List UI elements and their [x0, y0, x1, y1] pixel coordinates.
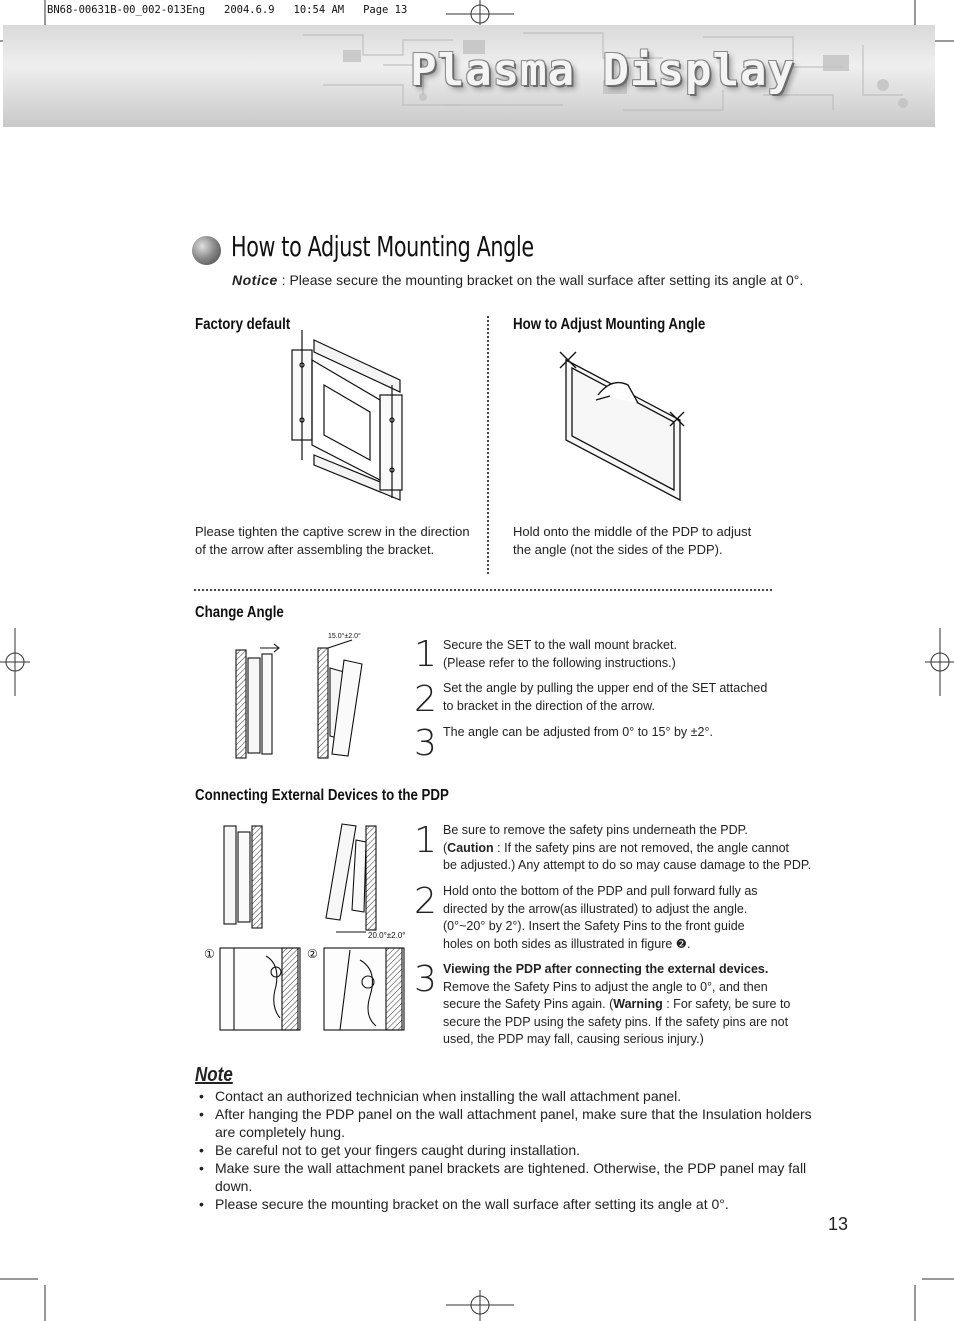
step-line [443, 996, 790, 1014]
adjust-angle-caption [513, 523, 751, 559]
step-line: Remove the Safety Pins to adjust the angle to 0°, and then [443, 979, 768, 994]
figure-marker-2: ② [307, 947, 318, 961]
step-line: The angle can be adjusted from 0° to 15° by ±2°. [443, 725, 713, 739]
change-angle-heading: Change Angle [195, 604, 284, 621]
page-title: How to Adjust Mounting Angle [231, 230, 534, 263]
caption-line: of the arrow after assembling the bracket. [195, 542, 435, 557]
connecting-step-text [443, 883, 758, 953]
step-line: Hold onto the bottom of the PDP and pull forward fully as [443, 884, 758, 898]
note-list [197, 1087, 817, 1213]
note-item: • Contact an authorized technician when installing the wall attachment panel. [197, 1087, 817, 1105]
note-title: Note [195, 1064, 233, 1086]
step-line: holes on both sides as illustrated in figure ❷. [443, 936, 691, 951]
step-line: directed by the arrow(as illustrated) to adjust the angle. [443, 901, 748, 916]
header-banner [3, 25, 935, 127]
change-angle-step-text [443, 637, 677, 672]
step-line: Set the angle by pulling the upper end of the SET attached [443, 681, 768, 695]
step-fragment: secure the Safety Pins again. ( [443, 997, 614, 1011]
notice-label: Notice [232, 272, 278, 288]
connecting-step-number: 2 [414, 881, 437, 922]
connecting-illustration [200, 820, 410, 1035]
connecting-step-text [443, 961, 790, 1049]
factory-default-illustration [290, 330, 410, 500]
section-bullet-icon [192, 236, 221, 265]
change-angle-figure-label: 15.0°±2.0° [328, 633, 361, 640]
change-angle-step-number: 3 [414, 723, 437, 764]
adjust-angle-heading: How to Adjust Mounting Angle [513, 316, 706, 333]
step-line: secure the PDP using the safety pins. If the safety pins are not [443, 1014, 789, 1029]
factory-default-caption [195, 523, 470, 559]
step-line [443, 840, 811, 858]
connecting-step-text [443, 822, 811, 875]
connecting-step-number: 3 [414, 959, 437, 1000]
step-line: (0°~20° by 2°). Insert the Safety Pins to the front guide [443, 919, 745, 933]
step-fragment: : For safety, be sure to [662, 997, 791, 1011]
page-number: 13 [828, 1214, 849, 1234]
step-line: (Please refer to the following instructions.) [443, 655, 676, 670]
note-item: • Be careful not to get your fingers caught during installation. [197, 1141, 817, 1159]
banner-title: Plasma Display [410, 45, 795, 96]
caption-line: Please tighten the captive screw in the direction [195, 524, 470, 539]
change-angle-step-text [443, 680, 767, 715]
connecting-step-number: 1 [414, 820, 437, 861]
print-slug: BN68-00631B-00_002-013Eng 2004.6.9 10:54 AM Page 13 [47, 4, 408, 16]
notice-text: : Please secure the mounting bracket on the wall surface after setting its angle at 0°. [277, 272, 804, 288]
notice [232, 272, 803, 288]
step-fragment: ( [443, 840, 448, 855]
change-angle-step-number: 1 [414, 634, 437, 675]
step-bold: Viewing the PDP after connecting the external devices. [443, 962, 769, 976]
caption-line: Hold onto the middle of the PDP to adjust [513, 524, 752, 539]
step-line [443, 961, 790, 979]
column-divider [487, 316, 489, 574]
change-angle-step-number: 2 [414, 679, 437, 720]
change-angle-illustration [232, 630, 402, 760]
caution-label: Caution [447, 840, 494, 855]
section-divider [194, 589, 772, 591]
caption-line: the angle (not the sides of the PDP). [513, 542, 723, 557]
note-item: • After hanging the PDP panel on the wall attachment panel, make sure that the Insulation holders are completely hung. [197, 1105, 817, 1141]
figure-marker-1: ① [204, 947, 215, 961]
step-line: to bracket in the direction of the arrow. [443, 698, 655, 713]
connecting-heading: Connecting External Devices to the PDP [195, 787, 449, 804]
change-angle-step-text [443, 724, 713, 742]
note-item: • Make sure the wall attachment panel brackets are tightened. Otherwise, the PDP panel may fall down. [197, 1159, 817, 1195]
factory-default-heading: Factory default [195, 316, 291, 333]
note-item: • Please secure the mounting bracket on the wall surface after setting its angle at 0°. [197, 1195, 817, 1213]
warning-label: Warning [613, 997, 663, 1011]
step-line: Secure the SET to the wall mount bracket. [443, 638, 677, 652]
step-line: be adjusted.) Any attempt to do so may cause damage to the PDP. [443, 858, 812, 872]
step-line: used, the PDP may fall, causing serious injury.) [443, 1032, 704, 1046]
step-line: Be sure to remove the safety pins underneath the PDP. [443, 823, 748, 837]
step-fragment: : If the safety pins are not removed, the angle cannot [493, 840, 790, 855]
adjust-angle-illustration [558, 350, 688, 500]
connecting-figure-label: 20.0°±2.0° [368, 931, 406, 940]
